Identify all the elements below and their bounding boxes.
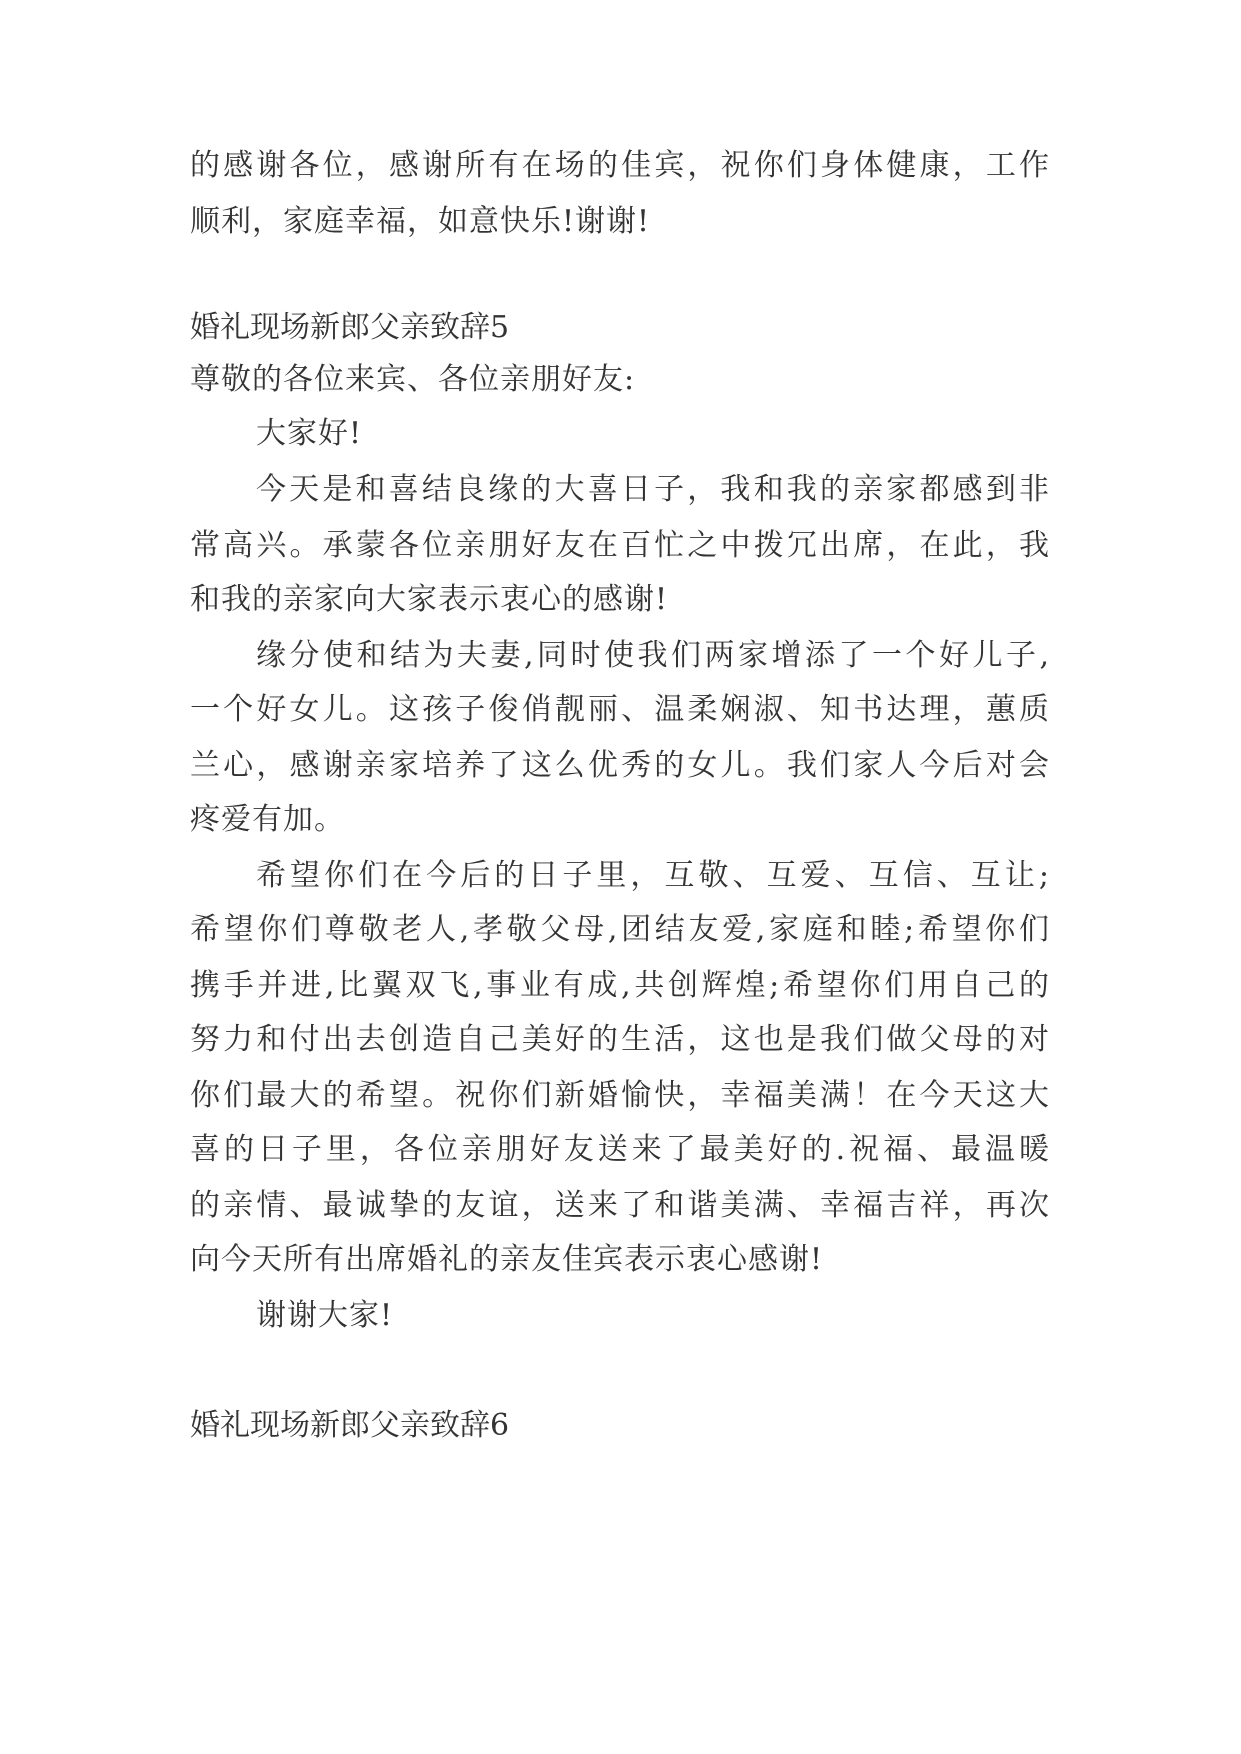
paragraph-line: 顺利，家庭幸福，如意快乐!谢谢! (190, 204, 651, 239)
paragraph-line: 希望你们在今后的日子里，互敬、互爱、互信、互让; (256, 858, 1050, 893)
paragraph-line: 你们最大的希望。祝你们新婚愉快，幸福美满！在今天这大 (190, 1078, 1050, 1113)
paragraph-line: 喜的日子里，各位亲朋好友送来了最美好的.祝福、最温暖 (190, 1132, 1050, 1167)
section-title: 婚礼现场新郎父亲致辞5 (190, 310, 510, 345)
paragraph-line: 向今天所有出席婚礼的亲友佳宾表示衷心感谢! (190, 1242, 824, 1277)
paragraph-line: 努力和付出去创造自己美好的生活，这也是我们做父母的对 (190, 1022, 1050, 1057)
paragraph-line: 的感谢各位，感谢所有在场的佳宾，祝你们身体健康，工作 (190, 148, 1050, 183)
paragraph-line: 常高兴。承蒙各位亲朋好友在百忙之中拨冗出席，在此，我 (190, 528, 1050, 563)
paragraph-line: 携手并进,比翼双飞,事业有成,共创辉煌;希望你们用自己的 (190, 968, 1050, 1003)
paragraph-line: 缘分使和结为夫妻,同时使我们两家增添了一个好儿子, (256, 638, 1050, 673)
paragraph-line: 一个好女儿。这孩子俊俏靓丽、温柔娴淑、知书达理，蕙质 (190, 692, 1050, 727)
paragraph-line: 和我的亲家向大家表示衷心的感谢! (190, 582, 669, 617)
paragraph-line: 兰心，感谢亲家培养了这么优秀的女儿。我们家人今后对会 (190, 748, 1050, 783)
paragraph-line: 的亲情、最诚挚的友谊，送来了和谐美满、幸福吉祥，再次 (190, 1188, 1050, 1223)
salutation: 尊敬的各位来宾、各位亲朋好友: (190, 362, 636, 397)
section-title: 婚礼现场新郎父亲致辞6 (190, 1408, 510, 1443)
paragraph-line: 希望你们尊敬老人,孝敬父母,团结友爱,家庭和睦;希望你们 (190, 912, 1050, 947)
greeting-line: 大家好! (256, 416, 363, 451)
paragraph-line: 疼爱有加。 (190, 802, 345, 837)
closing-line: 谢谢大家! (256, 1298, 394, 1333)
paragraph-line: 今天是和喜结良缘的大喜日子，我和我的亲家都感到非 (256, 472, 1050, 507)
